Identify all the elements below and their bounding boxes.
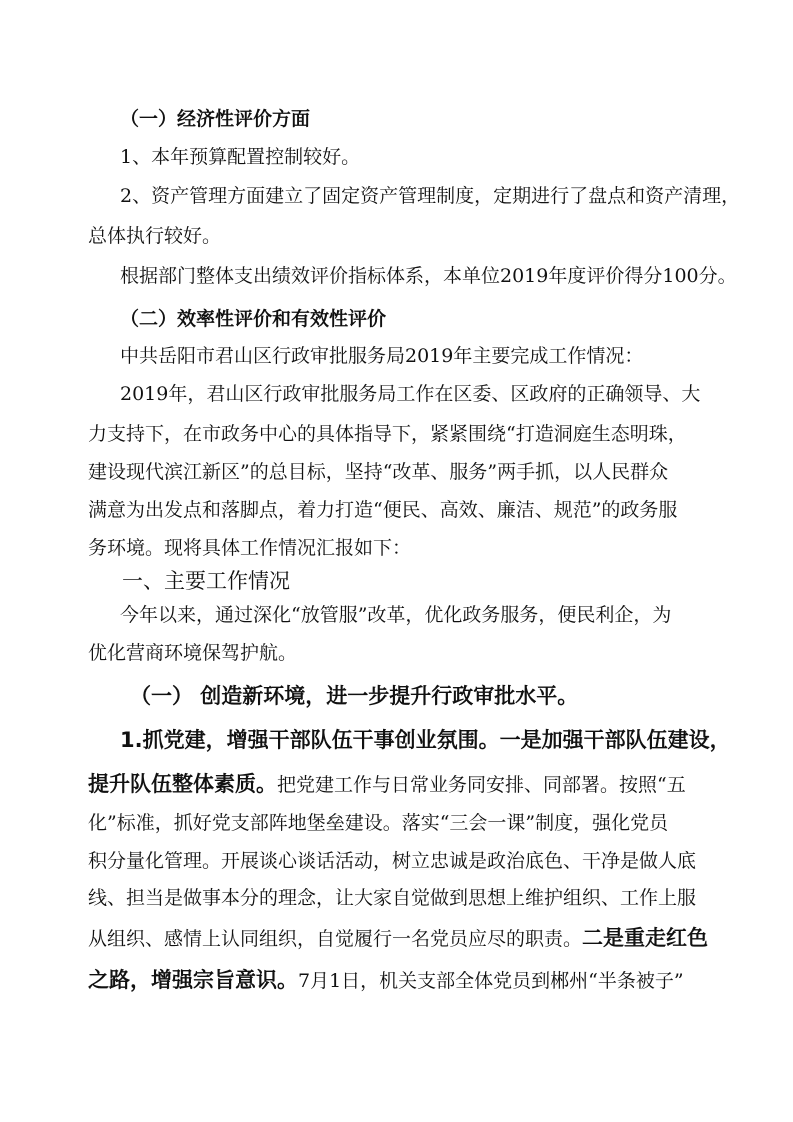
paragraph-line: 优化营商环境保驾护航。: [88, 642, 298, 664]
paragraph-item-1: 1、本年预算配置控制较好。: [120, 146, 361, 168]
paragraph-line: 今年以来，通过深化“放管服”改革，优化政务服务，便民利企，为: [120, 604, 672, 626]
paragraph-line: 积分量化管理。开展谈心谈话活动，树立忠诚是政治底色、干净是做人底: [88, 850, 697, 872]
paragraph-line: 满意为出发点和落脚点，着力打造“便民、高效、廉洁、规范”的政务服: [88, 499, 678, 521]
bold-phrase: 提升队伍整体素质。: [88, 772, 277, 796]
section-heading-economic: （一）经济性评价方面: [120, 108, 311, 130]
bold-phrase: 之路，增强宗旨意识。: [88, 968, 298, 992]
paragraph-line: [88, 928, 708, 949]
paragraph-line: 化”标准，抓好党支部阵地堡垒建设。落实“三会一课”制度，强化党员: [88, 812, 669, 834]
paragraph-score: 根据部门整体支出绩效评价指标体系，本单位2019年度评价得分100分。: [120, 265, 737, 287]
section-heading-efficiency: （二）效率性评价和有效性评价: [120, 308, 387, 330]
main-heading: 一、主要工作情况: [122, 569, 290, 593]
paragraph-line: [88, 970, 684, 991]
paragraph-line: 建设现代滨江新区”的总目标，坚持“改革、服务”两手抓，以人民群众: [88, 461, 669, 483]
paragraph-line: 2019年，君山区行政审批服务局工作在区委、区政府的正确领导、大: [120, 383, 701, 405]
paragraph-line: 力支持下，在市政务中心的具体指导下，紧紧围绕“打造洞庭生态明珠，: [88, 423, 687, 445]
paragraph-line: 务环境。现将具体工作情况汇报如下：: [88, 537, 412, 559]
paragraph-text: 从组织、感情上认同组织，自觉履行一名党员应尽的职责。: [88, 928, 583, 950]
paragraph-intro: 中共岳阳市君山区行政审批服务局2019年主要完成工作情况：: [120, 345, 644, 367]
sub-heading: （一） 创造新环境，进一步提升行政审批水平。: [130, 684, 579, 708]
paragraph-text: 7月1日，机关支部全体党员到郴州“半条被子”: [298, 970, 684, 992]
bold-phrase: 二是重走红色: [582, 926, 709, 950]
paragraph-line: [88, 774, 686, 795]
paragraph-line: 线、担当是做事本分的理念，让大家自觉做到思想上维护组织、工作上服: [88, 887, 697, 909]
paragraph-line: 1.抓党建，增强干部队伍干事创业氛围。一是加强干部队伍建设，: [120, 728, 731, 752]
paragraph-text: 把党建工作与日常业务同安排、同部署。按照“五: [277, 774, 686, 796]
paragraph-item-2-line-2: 总体执行较好。: [88, 225, 222, 247]
paragraph-item-2-line-1: 2、资产管理方面建立了固定资产管理制度，定期进行了盘点和资产清理，: [120, 185, 741, 207]
